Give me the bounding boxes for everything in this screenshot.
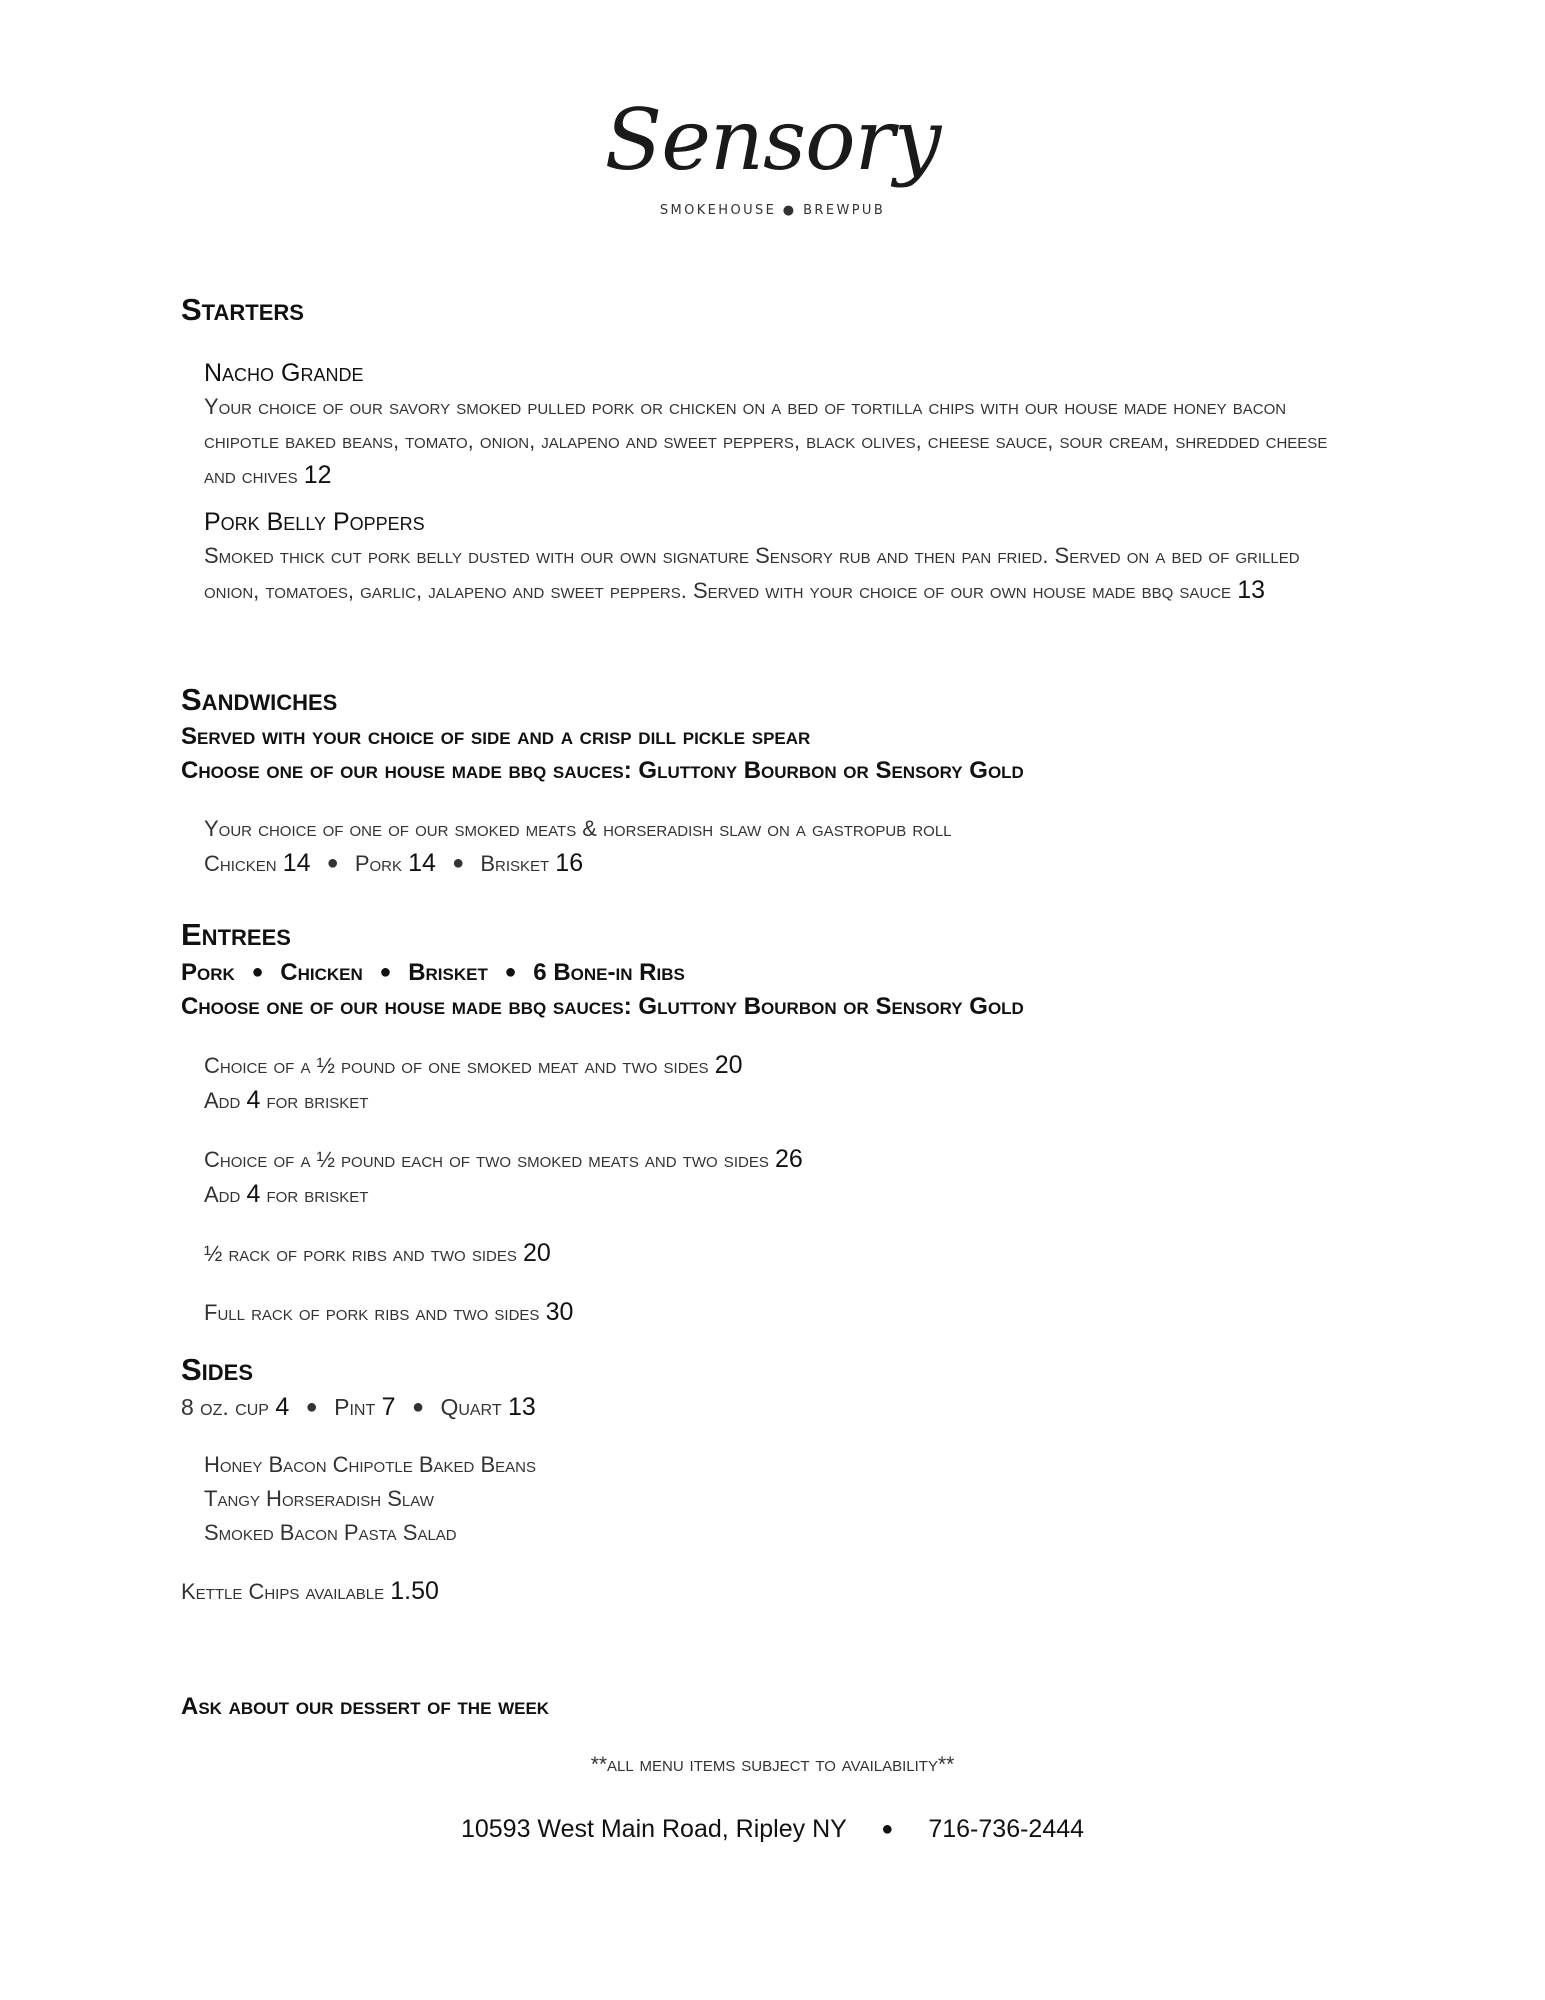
- menu-item: ½ rack of pork ribs and two sides 20: [204, 1239, 551, 1267]
- list-item: Smoked Bacon Pasta Salad: [204, 1520, 457, 1545]
- logo-tagline-left: SMOKEHOUSE: [659, 203, 777, 218]
- sandwiches-note-sauce: Choose one of our house made bbq sauces: Gluttony Bourbon or Sensory Gold: [181, 757, 1024, 784]
- availability-note: **all menu items subject to availability**: [590, 1753, 955, 1776]
- item-price: 20: [522, 1239, 551, 1267]
- entrees-note-sauce: Choose one of our house made bbq sauces: Gluttony Bourbon or Sensory Gold: [181, 993, 1024, 1020]
- sandwiches-note-side: Served with your choice of side and a crisp dill pickle spear: [181, 723, 811, 750]
- item-price: 13: [1237, 576, 1265, 604]
- bullet-icon: ●: [379, 961, 392, 983]
- logo-tagline-right: BREWPUB: [803, 203, 886, 218]
- bullet-icon: ●: [452, 852, 465, 874]
- item-price: 30: [545, 1298, 574, 1326]
- menu-item: [204, 812, 1381, 881]
- sides-section: [181, 1350, 1381, 1609]
- item-price: 12: [303, 461, 332, 489]
- dessert-note: Ask about our dessert of the week: [181, 1693, 550, 1720]
- footer-phone: 716-736-2444: [928, 1815, 1085, 1843]
- menu-item: Choice of a ½ pound each of two smoked meats and two sides 26 Add 4 for brisket: [204, 1142, 1381, 1212]
- bullet-icon: ●: [326, 852, 339, 874]
- footer: [0, 1815, 1545, 1844]
- bullet-icon: ●: [881, 1818, 894, 1840]
- item-price: 1.50: [390, 1577, 439, 1605]
- starters-section: [181, 290, 1344, 608]
- bullet-icon: ●: [251, 961, 264, 983]
- menu-item: [204, 356, 1344, 493]
- logo: [0, 91, 1545, 218]
- entrees-section: [181, 915, 1381, 1330]
- logo-tagline: [0, 203, 1545, 218]
- item-price: 20: [714, 1051, 743, 1079]
- list-item: Tangy Horseradish Slaw: [204, 1486, 434, 1511]
- menu-item: Full rack of pork ribs and two sides 30: [204, 1298, 574, 1326]
- bullet-icon: ●: [411, 1396, 425, 1418]
- sides-list: [204, 1448, 1381, 1550]
- list-item: Honey Bacon Chipotle Baked Beans: [204, 1452, 536, 1477]
- entrees-meats: Pork ● Chicken ● Brisket ● 6 Bone-in Ribs: [181, 955, 1381, 990]
- sandwiches-title: Sandwiches: [181, 682, 338, 717]
- item-name: Pork Belly Poppers: [204, 508, 425, 536]
- item-description: Smoked thick cut pork belly dusted with our own signature Sensory rub and then pan fried. Served on a bed of grilled onion, tomatoes, garlic, jalapeno and sweet peppers. Served with your choice of our own house made bbq sauce 13: [204, 543, 1300, 604]
- sides-title: Sides: [181, 1352, 254, 1387]
- logo-script: Sensory: [604, 91, 941, 189]
- bullet-icon: ●: [504, 961, 517, 983]
- item-description: Your choice of our savory smoked pulled pork or chicken on a bed of tortilla chips with our house made honey bacon chipotle baked beans, tomato, onion, jalapeno and sweet peppers, black olives, cheese sauce, sour cream, shredded cheese and chives 12: [204, 394, 1328, 489]
- entrees-title: Entrees: [181, 917, 291, 952]
- item-addon: Add 4 for brisket: [204, 1086, 369, 1114]
- sandwiches-section: [181, 680, 1381, 881]
- item-addon: Add 4 for brisket: [204, 1180, 369, 1208]
- kettle-chips: Kettle Chips available 1.50: [181, 1577, 439, 1605]
- item-description: Your choice of one of our smoked meats & horseradish slaw on a gastropub roll: [204, 816, 952, 841]
- item-price: 26: [774, 1145, 803, 1173]
- bullet-icon: ●: [776, 203, 804, 218]
- sides-sizes: 8 oz. cup 4 ● Pint 7 ● Quart 13: [181, 1390, 1321, 1424]
- footer-address: 10593 West Main Road, Ripley NY: [460, 1815, 847, 1843]
- menu-item: [204, 505, 1344, 608]
- bullet-icon: ●: [305, 1396, 318, 1418]
- starters-title: Starters: [181, 292, 304, 327]
- sandwich-options: Chicken 14 ● Pork 14 ● Brisket 16: [204, 846, 1344, 881]
- item-name: Nacho Grande: [204, 359, 364, 387]
- menu-item: Choice of a ½ pound of one smoked meat and two sides 20 Add 4 for brisket: [204, 1048, 1381, 1118]
